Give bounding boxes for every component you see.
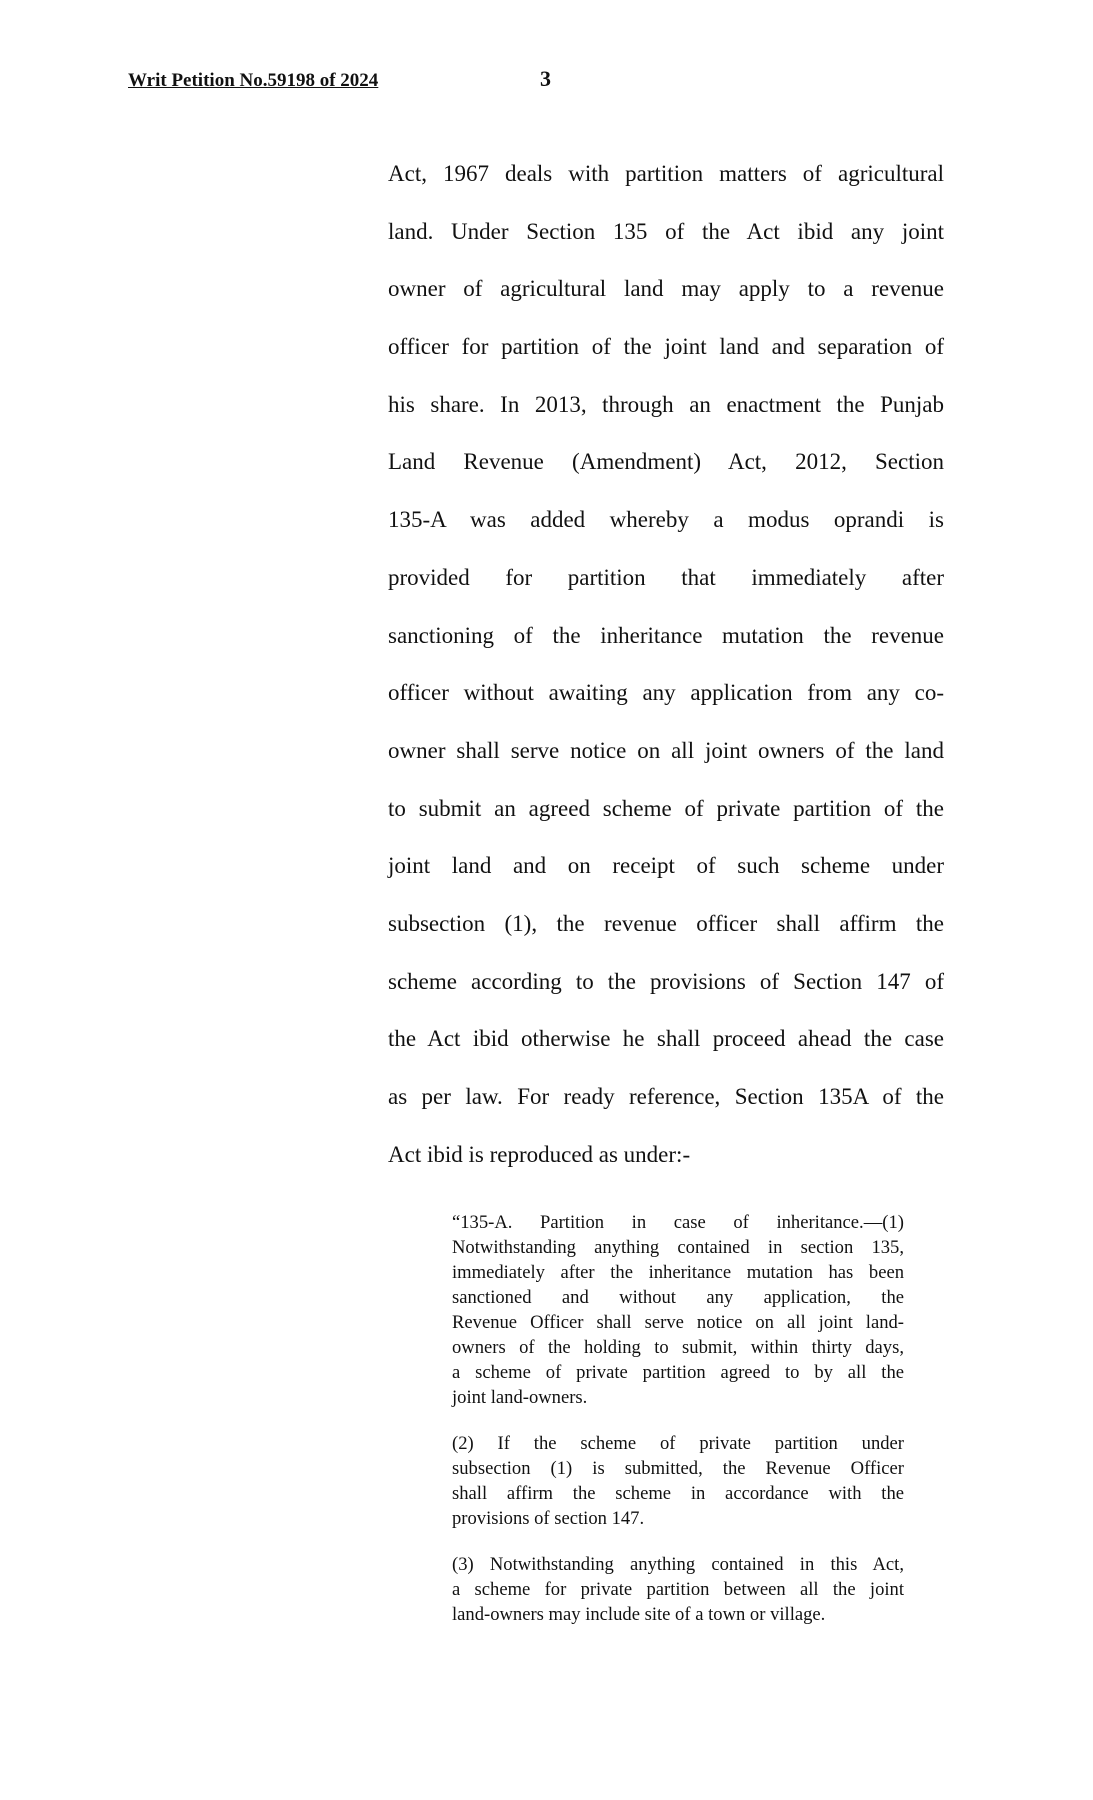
- quote-line: a scheme of private partition agreed to by all the: [452, 1362, 904, 1383]
- quote-line: sanctioned and without any application, the: [452, 1287, 904, 1308]
- body-line: 135-A was added whereby a modus oprandi is: [388, 507, 944, 533]
- quote-line: a scheme for private partition between all the joint: [452, 1579, 904, 1600]
- statute-quote: [452, 1210, 904, 1627]
- body-line: subsection (1), the revenue officer shall affirm the: [388, 910, 944, 936]
- case-title: Writ Petition No.59198 of 2024: [128, 70, 379, 91]
- body-line: provided for partition that immediately after: [388, 564, 944, 590]
- quote-line: subsection (1) is submitted, the Revenue Officer: [452, 1458, 904, 1479]
- body-line: owner shall serve notice on all joint owners of the land: [388, 737, 944, 763]
- quote-line: land-owners may include site of a town or village.: [452, 1604, 826, 1625]
- body-line: owner of agricultural land may apply to a revenue: [388, 276, 944, 302]
- body-line: land. Under Section 135 of the Act ibid any joint: [388, 218, 944, 244]
- quote-line: (3) Notwithstanding anything contained in this Act,: [452, 1554, 904, 1575]
- body-line: officer without awaiting any application from any co-: [388, 680, 944, 706]
- quote-paragraph-2: [452, 1431, 904, 1531]
- quote-paragraph-1: [452, 1210, 904, 1410]
- quote-line: joint land-owners.: [452, 1387, 588, 1408]
- body-line: the Act ibid otherwise he shall proceed ahead the case: [388, 1026, 944, 1052]
- quote-line: “135-A. Partition in case of inheritance.—(1): [452, 1212, 904, 1233]
- body-line: officer for partition of the joint land and separation of: [388, 334, 944, 360]
- body-line: Act, 1967 deals with partition matters of agricultural: [388, 161, 944, 186]
- page-number: 3: [540, 66, 551, 91]
- body-line: joint land and on receipt of such scheme under: [388, 853, 944, 879]
- body-line: his share. In 2013, through an enactment the Punjab: [388, 391, 944, 417]
- quote-line: shall affirm the scheme in accordance with the: [452, 1483, 904, 1504]
- body-line: to submit an agreed scheme of private partition of the: [388, 795, 944, 821]
- quote-line: Notwithstanding anything contained in section 135,: [452, 1237, 904, 1258]
- body-line: as per law. For ready reference, Section 135A of the: [388, 1084, 944, 1109]
- body-line: Act ibid is reproduced as under:-: [388, 1141, 691, 1167]
- body-line: sanctioning of the inheritance mutation the revenue: [388, 622, 944, 648]
- quote-line: Revenue Officer shall serve notice on all joint land-: [452, 1312, 904, 1333]
- body-paragraph: [388, 145, 944, 1183]
- body-line: scheme according to the provisions of Section 147 of: [388, 968, 944, 994]
- quote-line: owners of the holding to submit, within thirty days,: [452, 1337, 904, 1358]
- quote-line: (2) If the scheme of private partition under: [452, 1433, 904, 1454]
- page-header: [128, 66, 928, 96]
- quote-line: immediately after the inheritance mutation has been: [452, 1262, 904, 1283]
- quote-line: provisions of section 147.: [452, 1508, 645, 1529]
- body-line: Land Revenue (Amendment) Act, 2012, Section: [388, 449, 944, 475]
- quote-paragraph-3: [452, 1552, 904, 1627]
